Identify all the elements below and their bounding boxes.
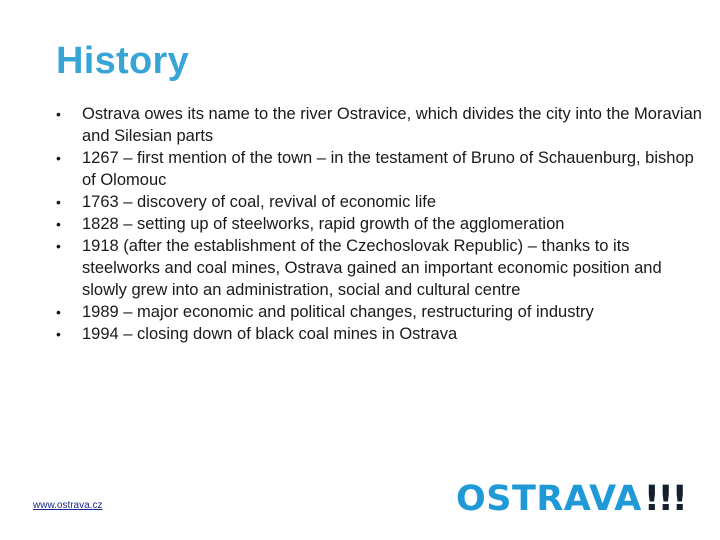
- bullet-marker: •: [56, 194, 61, 210]
- list-item: [56, 323, 706, 345]
- list-item-text: 1918 (after the establishment of the Czechoslovak Republic) – thanks to its steelworks and coal mines, Ostrava gained an important economic position and slowly grew into an administration, social and cultural centre: [82, 237, 662, 299]
- list-item-text: 1828 – setting up of steelworks, rapid growth of the agglomeration: [82, 215, 565, 233]
- logo-exclamations: !!!: [643, 479, 686, 519]
- list-item: [56, 191, 706, 213]
- list-item-text: 1994 – closing down of black coal mines in Ostrava: [82, 325, 458, 343]
- list-item-text: Ostrava owes its name to the river Ostravice, which divides the city into the Moravian and Silesian parts: [82, 105, 702, 145]
- ostrava-logo: [456, 479, 686, 519]
- history-bullet-list: [56, 103, 706, 345]
- list-item: [56, 213, 706, 235]
- bullet-marker: •: [56, 150, 61, 166]
- list-item: [56, 235, 706, 301]
- list-item-text: 1267 – first mention of the town – in the testament of Bruno of Schauenburg, bishop of Olomouc: [82, 149, 694, 189]
- bullet-marker: •: [56, 304, 61, 320]
- slide-title: History: [56, 40, 190, 82]
- list-item: [56, 103, 706, 147]
- bullet-marker: •: [56, 238, 61, 254]
- bullet-marker: •: [56, 326, 61, 342]
- bullet-marker: •: [56, 106, 61, 122]
- bullet-marker: •: [56, 216, 61, 232]
- list-item-text: 1763 – discovery of coal, revival of economic life: [82, 193, 437, 211]
- list-item: [56, 301, 706, 323]
- list-item: [56, 147, 706, 191]
- footer-website-link[interactable]: www.ostrava.cz: [33, 500, 103, 511]
- list-item-text: 1989 – major economic and political changes, restructuring of industry: [82, 303, 594, 321]
- logo-word: OSTRAVA: [456, 479, 642, 519]
